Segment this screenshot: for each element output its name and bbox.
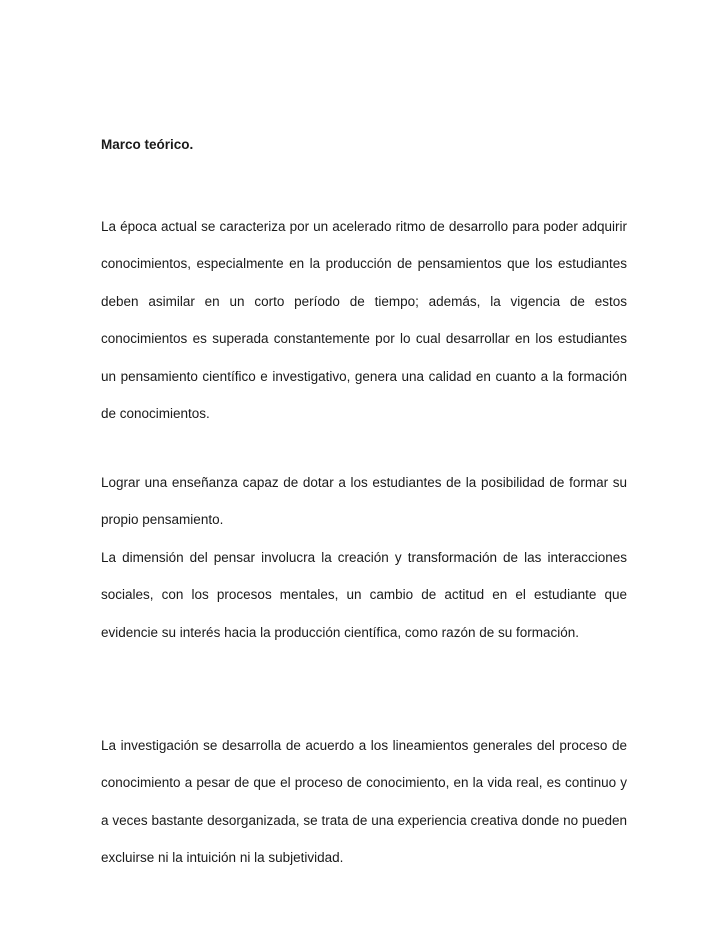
section-heading: Marco teórico. — [101, 137, 194, 152]
paragraph-2: Lograr una enseñanza capaz de dotar a los estudiantes de la posibilidad de formar su propio pensamiento. — [101, 475, 627, 528]
paragraph-3: La dimensión del pensar involucra la creación y transformación de las interacciones sociales, con los procesos mentales, un cambio de actitud en el estudiante que evidencie su interés hacia la producción científica, como razón de su formación. — [101, 550, 627, 640]
paragraph-4: La investigación se desarrolla de acuerdo a los lineamientos generales del proceso de conocimiento a pesar de que el proceso de conocimiento, en la vida real, es continuo y a veces bastante desorganizada, se trata de una experiencia creativa donde no pueden excluirse ni la intuición ni la subjetividad. — [101, 738, 627, 866]
paragraph-1: La época actual se caracteriza por un acelerado ritmo de desarrollo para poder adquirir conocimientos, especialmente en la producción de pensamientos que los estudiantes deben asimilar en un corto período de tiempo; además, la vigencia de estos conocimientos es superada constantemente por lo cual desarrollar en los estudiantes un pensamiento científico e investigativo, genera una calidad en cuanto a la formación de conocimientos. — [101, 219, 627, 422]
